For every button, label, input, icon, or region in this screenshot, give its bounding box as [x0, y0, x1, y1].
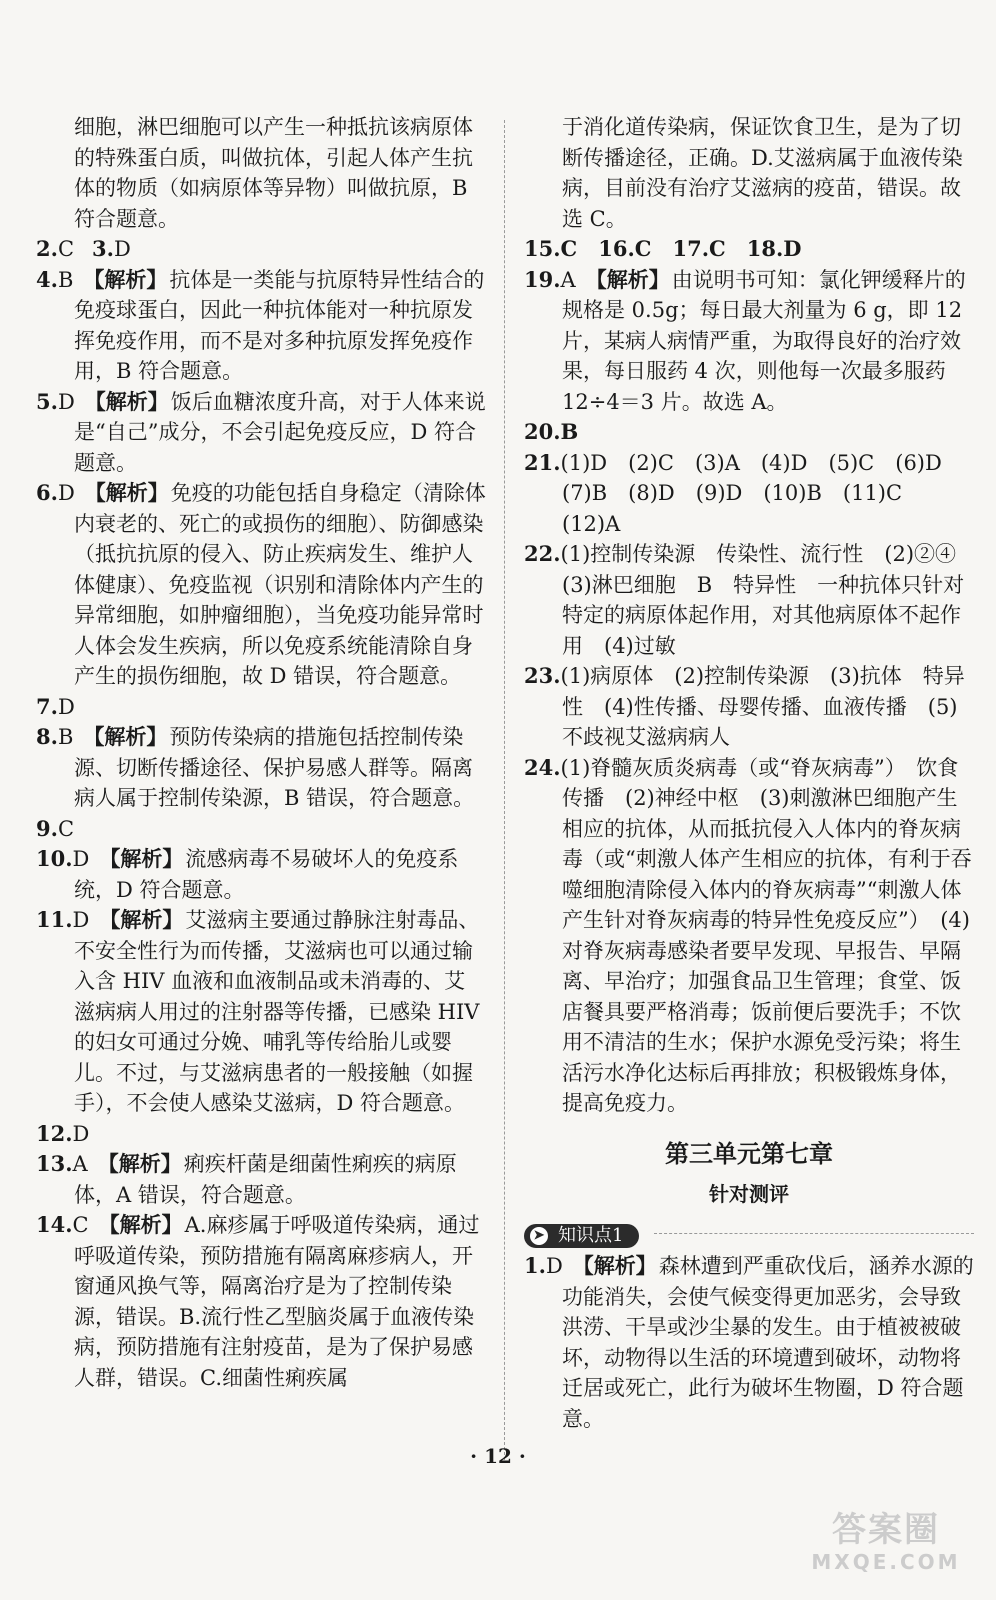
answer-4: 4.B 【解析】抗体是一类能与抗原特异性结合的免疫球蛋白，因此一种抗体能对一种抗原发挥免疫作用，而不是对多种抗原发挥免疫作用，B 符合题意。: [36, 266, 485, 383]
answer-13: 13.A 【解析】痢疾杆菌是细菌性痢疾的病原体，A 错误，符合题意。: [36, 1151, 457, 1207]
answer-19: 19.A 【解析】由说明书可知：氯化钾缓释片的规格是 0.5g；每日最大剂量为 6 g，即 12 片，某病人病情严重，为取得良好的治疗效果，每日服药 4 次，则他每一次最多服药 12÷4＝3 片。故选 A。: [524, 266, 966, 414]
answer-22: 22.(1)控制传染源 传染性、流行性 (2)②④ (3)淋巴细胞 B 特异性 一种抗体只针对特定的病原体起作用，对其他病原体不起作用 (4)过敏: [524, 541, 978, 658]
answer-9: 9.C: [36, 815, 75, 841]
badge-divider: [654, 1233, 974, 1234]
answer-24: 24.(1)脊髓灰质炎病毒（或“脊灰病毒”） 饮食传播 (2)神经中枢 (3)刺激淋巴细胞产生相应的抗体，从而抵抗侵入人体内的脊灰病毒（或“刺激人体产生相应的抗体，有利于吞噬细胞清除侵入体内的脊灰病毒”“刺激人体产生针对脊灰病毒的特异性免疫反应”） (4)对脊灰病毒感染者要早发现、早报告、早隔离、早治疗；加强食品卫生管理；食堂、饭店餐具要严格消毒；饭前便后要洗手；不饮用不清洁的生水；保护水源免受污染；将生活污水净化达标后再排放；积极锻炼身体，提高免疫力。: [524, 754, 972, 1115]
watermark-logo: [796, 1510, 976, 1580]
answer-continuation: 于消化道传染病，保证饮食卫生，是为了切断传播途径，正确。D.艾滋病属于血液传染病，目前没有治疗艾滋病的疫苗，错误。故选 C。: [562, 115, 963, 231]
answer-1: 1.D 【解析】森林遭到严重砍伐后，涵养水源的功能消失，会使气候变得更加恶劣，会导致洪涝、干旱或沙尘暴的发生。由于植被被破坏，动物得以生活的环境遭到破坏，动物将迁居或死亡，此行为破坏生物圈，D 符合题意。: [524, 1253, 974, 1431]
right-column: [524, 112, 978, 1434]
section-title: 第三单元第七章: [665, 1138, 833, 1168]
answer-14: 14.C 【解析】A.麻疹属于呼吸道传染病，通过呼吸道传染，预防措施有隔离麻疹病人，开窗通风换气等，隔离治疗是为了控制传染源，错误。B.流行性乙型脑炎属于血液传染病，预防措施有注射疫苗，是为了保护易感人群，错误。C.细菌性痢疾属: [36, 1212, 480, 1390]
answer-12: 12.D: [36, 1120, 90, 1146]
page-number: · 12 ·: [470, 1444, 526, 1468]
knowledge-point-header: [524, 1219, 974, 1249]
answer-continuation: 细胞，淋巴细胞可以产生一种抵抗该病原体的特殊蛋白质，叫做抗体，引起人体产生抗体的物质（如病原体等异物）叫做抗原，B符合题意。: [74, 115, 473, 231]
watermark-url: MXQE.COM: [811, 1550, 961, 1574]
answer-2-3: 2.C 3.D: [36, 236, 131, 261]
answer-7: 7.D: [36, 693, 75, 719]
watermark-text: 答案圈: [832, 1510, 940, 1550]
column-divider: [504, 120, 505, 1460]
answer-23: 23.(1)病原体 (2)控制传染源 (3)抗体 特异性 (4)性传播、母婴传播、血液传播 (5)不歧视艾滋病病人: [524, 663, 965, 749]
answer-6: 6.D 【解析】免疫的功能包括自身稳定（清除体内衰老的、死亡的或损伤的细胞）、防御感染（抵抗抗原的侵入、防止疾病发生、维护人体健康）、免疫监视（识别和清除体内产生的异常细胞，如肿瘤细胞），当免疫功能异常时人体会发生疾病，所以免疫系统能清除自身产生的损伤细胞，故 D 错误，符合题意。: [36, 480, 486, 688]
answer-11: 11.D 【解析】艾滋病主要通过静脉注射毒品、不安全性行为而传播，艾滋病也可以通过输入含 HIV 血液和血液制品或未消毒的、艾滋病病人用过的注射器等传播，已感染 HIV 的妇女可通过分娩、哺乳等传给胎儿或婴儿。不过，与艾滋病患者的一般接触（如握手），不会使人感染艾滋病，D 符合题意。: [36, 907, 480, 1115]
answer-8: 8.B 【解析】预防传染病的措施包括控制传染源、切断传播途径、保护易感人群等。隔离病人属于控制传染源，B 错误，符合题意。: [36, 724, 475, 810]
section-subtitle: 针对测评: [709, 1181, 789, 1206]
answer-10: 10.D 【解析】流感病毒不易破坏人的免疫系统，D 符合题意。: [36, 846, 459, 902]
answer-5: 5.D 【解析】饭后血糖浓度升高，对于人体来说是“自己”成分，不会引起免疫反应，D 符合题意。: [36, 388, 486, 475]
left-column: [36, 112, 486, 1393]
knowledge-point-badge: ➤ 知识点1: [524, 1224, 639, 1248]
answer-21: 21.(1)D (2)C (3)A (4)D (5)C (6)D (7)B (8)D (9)D (10)B (11)C (12)A: [524, 449, 963, 536]
answer-20: 20.B: [524, 419, 579, 444]
answer-15-18: 15.C 16.C 17.C 18.D: [524, 236, 802, 261]
arrow-icon: ➤: [530, 1227, 548, 1245]
